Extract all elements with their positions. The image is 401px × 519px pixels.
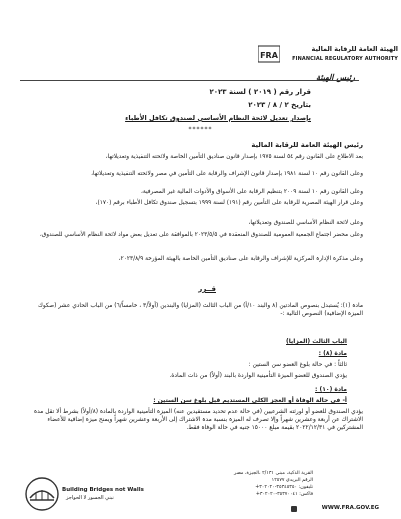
footer-address — [193, 470, 313, 498]
footer-address-line: الرقم البريدي ١٢٥٧٧ — [271, 478, 313, 483]
preamble-chairman: رئيس الهيئة العامة للرقابة المالية — [251, 141, 363, 149]
article-10-text: يؤدي الصندوق للعضو أو لورثته الشرعيين (في حالة عدم تحديد مستفيدين عنه) الميزة التأمينية الواردة بالمادة (٨/أولاً) بشرط ألا تقل مدة الاشتراك عن أربعة وعشرين شهراً وإلا تصرف له الميزة بنسبة مدة الاشتراك إلى الأربعة وعشرين شهراً ويمنح ميزة إضافية للأعضاء المشتركين في ٢٠٢٢/١٢/٣١ بقيمة مبلغ ١٥٠٠٠ جنيه في حالة الوفاة فقط. — [33, 409, 363, 432]
preamble-paragraph: وعلى القانون رقم ١٠ لسنة ٢٠٠٩ بتنظيم الرقابة على الأسواق والأدوات المالية غير المصرفية، — [141, 189, 363, 195]
footer-slogan-arabic: نبني الجسور لا الحواجز — [66, 495, 114, 501]
footer-address-line: تليفون: ٣٥٣٤٥٣٥٠-٣٠٢٠٢٠+ — [255, 485, 313, 490]
footer-address-line: فاكس: ٣٥٣٧٠٠٤١-٣٠٢٠٢٠+ — [255, 492, 313, 497]
separator-stars: ****** — [188, 126, 213, 133]
preamble-paragraph: وعلى لائحة النظام الأساسي للصندوق وتعديلاتها، — [248, 220, 363, 226]
footer-address-line: القرية الذكية، مبنى ٢/١٣١ ،الجيزة، مصر — [234, 471, 313, 476]
chairman-label: رئيس الهيئة — [316, 73, 355, 82]
svg-text:FRA: FRA — [260, 51, 278, 60]
decree-number: قرار رقم ( ٢٠١٩ ) لسنة ٢٠٢٣ — [209, 88, 311, 96]
decided-heading: قــرر — [198, 285, 216, 293]
authority-logo — [258, 44, 398, 66]
article-8-title: مادة (٨) : — [318, 350, 347, 357]
logo-english-name: FINANCIAL REGULATORY AUTHORITY — [292, 56, 398, 62]
header-divider — [20, 80, 359, 81]
footer-slogan-english: Building Bridges not Walls — [62, 487, 144, 493]
chapter-title: الباب الثالث (المزايا) — [286, 338, 347, 345]
article-10-subtitle: أ- في حالة الوفاة أو العجز الكلي المستديم قبل بلوغ سن الستين : — [153, 397, 347, 404]
bridge-emblem-icon — [24, 476, 60, 512]
preamble-paragraph: وعلى قرار الهيئة المصرية للرقابة على التأمين رقم (١٩١) لسنة ١٩٩٩ بتسجيل صندوق تكافل الأطباء برقم (١٧٠)، — [95, 200, 363, 206]
preamble-paragraph: وعلى محضر اجتماع الجمعية العمومية للصندوق المنعقدة في ٢٠٢٣/٥/٥ بالموافقة على تعديل بعض مواد لائحة النظام الأساسي للصندوق، — [39, 232, 363, 238]
decree-subject: بإصدار تعديل لائحة النظام الأساسي لصندوق تكافل الأطباء — [125, 114, 311, 122]
preamble-paragraph: وعلى مذكرة الإدارة المركزية للإشراف والرقابة على صناديق التأمين الخاصة بالهيئة المؤرخة ٢٠٢٣/٨/٩، — [118, 256, 363, 262]
article-1: مادة (١): يُستبدل بنصوص المادتين (٨ والبند ١٠/أ) من الباب الثالث (المزايا) والبندين (أولاً/٣ ، خامساً/٦) من الباب الحادي عشر (صكوك الميزة الإضافية) النصوص التالية :- — [37, 303, 363, 318]
decree-date: بتاريخ ٢ / ٨ / ٢٠٢٣ — [248, 101, 311, 109]
article-8-subtitle: ثالثاً : في حالة بلوغ العضو سن الستين : — [248, 361, 347, 368]
logo-arabic-name: الهيئة العامة للرقابة المالية — [311, 45, 398, 53]
article-10-title: مادة (١٠) : — [315, 386, 347, 393]
article-8-text: يؤدي الصندوق للعضو الميزة التأمينية الواردة بالبند (أولاً) من ذات المادة. — [169, 372, 347, 379]
preamble-paragraph: وعلى القانون رقم ١٠ لسنة ١٩٨١ بإصدار قانون الإشراف والرقابة على التأمين في مصر ولائحته التنفيذية وتعديلاتها، — [91, 171, 363, 177]
social-icon — [291, 506, 297, 512]
fra-logo-icon — [258, 44, 280, 64]
footer-website[interactable]: WWW.FRA.GOV.EG — [321, 505, 379, 511]
preamble-paragraph: بعد الاطلاع على القانون رقم ٥٤ لسنة ١٩٧٥ بإصدار قانون صناديق التأمين الخاصة ولائحته التنفيذية وتعديلاتها، — [105, 154, 363, 160]
